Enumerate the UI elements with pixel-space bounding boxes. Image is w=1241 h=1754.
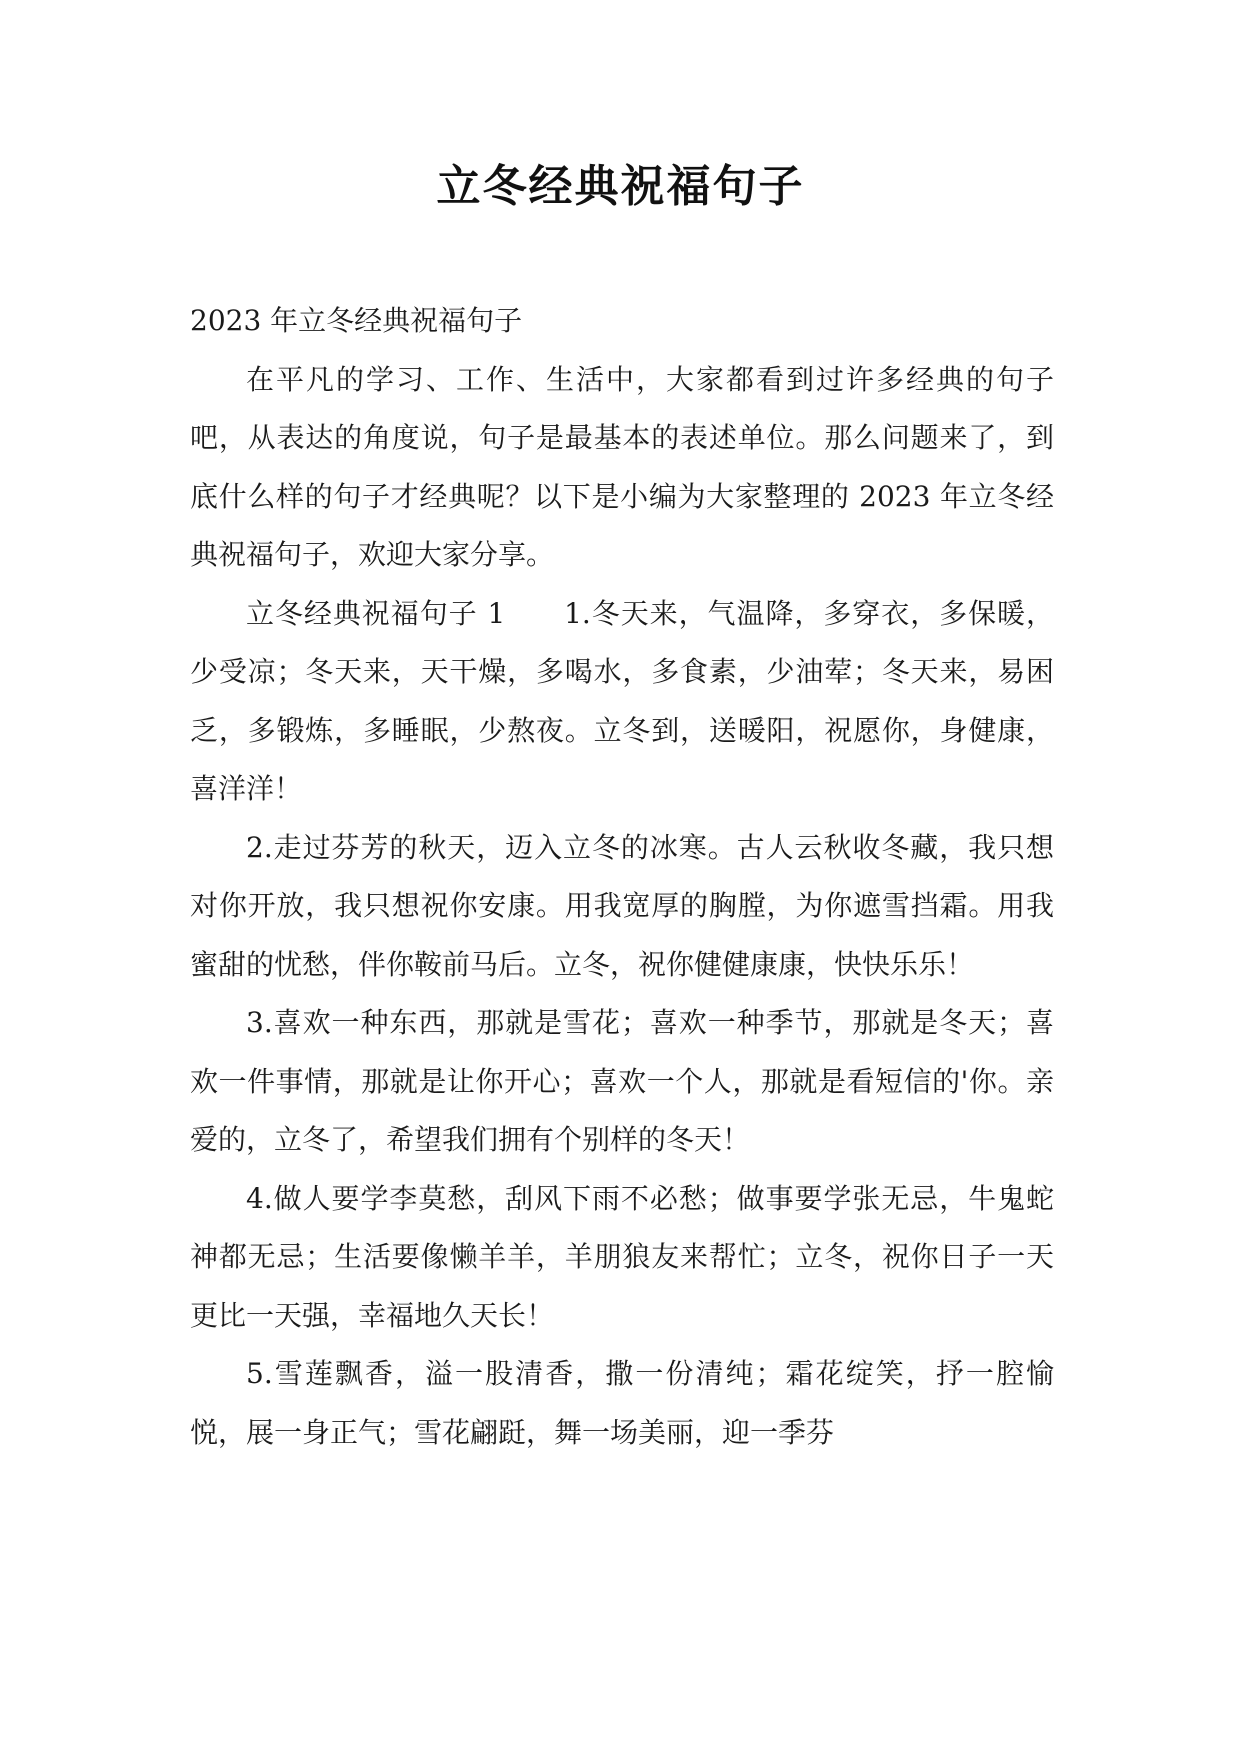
paragraph-blessing-1: 立冬经典祝福句子 1 1.冬天来，气温降，多穿衣，多保暖，少受凉；冬天来，天干燥，多喝水，多食素，少油荤；冬天来，易困乏，多锻炼，多睡眠，少熬夜。立冬到，送暖阳，祝愿你，身健康，喜洋洋！: [190, 596, 1054, 805]
document-subtitle: 2023 年立冬经典祝福句子: [190, 304, 523, 337]
paragraph-blessing-4: 4.做人要学李莫愁，刮风下雨不必愁；做事要学张无忌，牛鬼蛇神都无忌；生活要像懒羊羊，羊朋狼友来帮忙；立冬，祝你日子一天更比一天强，幸福地久天长！: [190, 1181, 1054, 1332]
paragraph-blessing-5: 5.雪莲飘香，溢一股清香，撒一份清纯；霜花绽笑，抒一腔愉悦，展一身正气；雪花翩跹，舞一场美丽，迎一季芬: [190, 1357, 1054, 1449]
paragraph-blessing-3: 3.喜欢一种东西，那就是雪花；喜欢一种季节，那就是冬天；喜欢一件事情，那就是让你开心；喜欢一个人，那就是看短信的'你。亲爱的，立冬了，希望我们拥有个别样的冬天！: [190, 1006, 1054, 1156]
paragraph-intro: 在平凡的学习、工作、生活中，大家都看到过许多经典的句子吧，从表达的角度说，句子是最基本的表述单位。那么问题来了，到底什么样的句子才经典呢？以下是小编为大家整理的 2023 年立冬经典祝福句子，欢迎大家分享。: [190, 362, 1054, 571]
document-body: [190, 292, 1054, 1462]
paragraph-blessing-2: 2.走过芬芳的秋天，迈入立冬的冰寒。古人云秋收冬藏，我只想对你开放，我只想祝你安康。用我宽厚的胸膛，为你遮雪挡霜。用我蜜甜的忧愁，伴你鞍前马后。立冬，祝你健健康康，快快乐乐！: [190, 830, 1054, 981]
document-title: 立冬经典祝福句子: [436, 161, 805, 212]
